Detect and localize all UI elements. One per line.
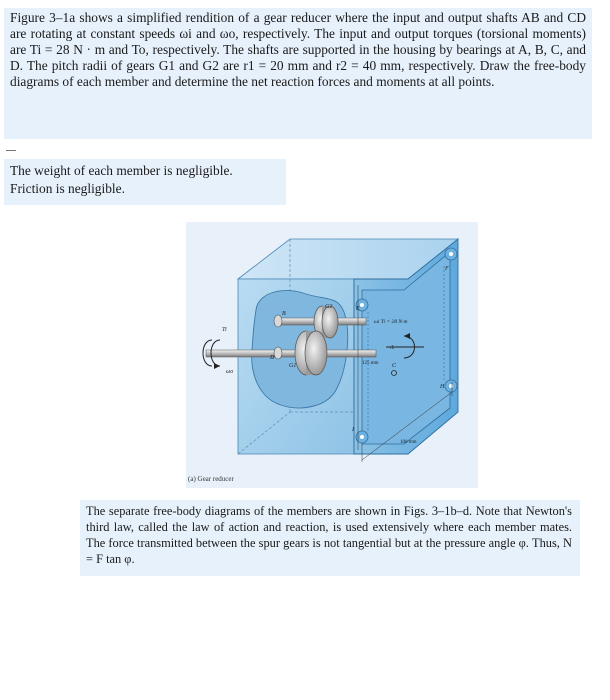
label-c: C [392, 363, 397, 369]
label-f: F [445, 266, 449, 272]
solution-text-box [80, 500, 580, 576]
separator-mark [6, 150, 16, 151]
assumptions-box [4, 159, 286, 205]
figure-caption: (a) Gear reducer [188, 475, 234, 483]
label-dim-100: 100 mm [400, 440, 417, 445]
assumption-weight: The weight of each member is negligible. [10, 163, 233, 178]
solution-text: The separate free-body diagrams of the members are shown in Figs. 3–1b–d. Note that Newton's third law, called the law of action and reaction, is used extensively where each member mates. The force transmitted between the spur gears is not tangential but at the pressure angle φ. Thus, N = F tan φ. [86, 504, 572, 566]
label-h: H [440, 384, 445, 390]
label-g1: G1 [289, 363, 297, 369]
label-dim-125: 125 mm [362, 361, 379, 366]
gear-reducer-illustration [186, 222, 478, 488]
label-wi-ti: ωi Ti = 28 N·m [374, 319, 408, 325]
output-shaft [206, 350, 376, 357]
label-a: A [390, 345, 394, 351]
label-wo: ωo [226, 369, 234, 375]
problem-text: Figure 3–1a shows a simplified rendition of a gear reducer where the input and output shafts AB and CD are rotating at constant speeds ωi and ωo, respectively. The input and output torques (torsional moments) are Ti = 28 N · m and To, respectively. The shafts are supported in the housing by bearings at A, B, C, and D. The pitch radii of gears G1 and G2 are r1 = 20 mm and r2 = 40 mm, respectively. Draw the free-body diagrams of each member and determine the net reaction forces and moments at all points. [10, 10, 586, 89]
label-ti-top: Ti [222, 327, 227, 333]
label-i: I [352, 427, 354, 433]
label-g2: G2 [325, 304, 333, 310]
label-e: E [356, 306, 360, 312]
label-d: D [270, 355, 275, 361]
gear-reducer-figure [186, 222, 478, 488]
label-b: B [282, 311, 286, 317]
assumption-friction: Friction is negligible. [10, 181, 125, 196]
problem-statement [4, 8, 592, 139]
